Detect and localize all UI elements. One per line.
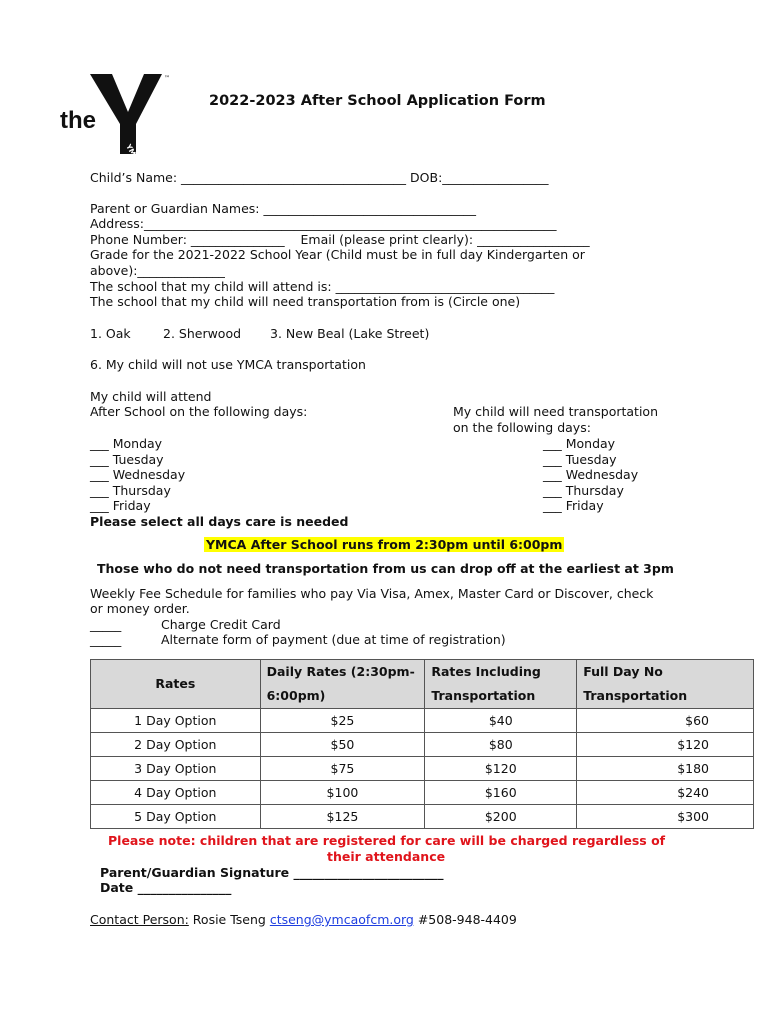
full-day-rate-cell: $300 — [577, 805, 754, 829]
transport-rate-cell: $80 — [425, 733, 577, 757]
full-day-rate-cell: $180 — [577, 757, 754, 781]
transport-rate-cell: $40 — [425, 709, 577, 733]
transport-heading-1: My child will need transportation — [453, 404, 658, 419]
parent-names-field[interactable]: Parent or Guardian Names: __________________________________ — [90, 201, 476, 216]
please-note-line-2: their attendance — [327, 849, 446, 864]
alternate-payment-option: Alternate form of payment (due at time of registration) — [161, 632, 506, 647]
attend-heading-2: After School on the following days: — [90, 404, 308, 419]
contact-label: Contact Person: — [90, 912, 189, 927]
table-row — [91, 709, 754, 733]
transport-day-friday[interactable]: ___ Friday — [543, 498, 604, 513]
logo-ymca-text: YMCA — [124, 143, 143, 157]
daily-rate-cell: $50 — [260, 733, 425, 757]
logo-the-text: the — [60, 107, 96, 134]
attend-day-monday[interactable]: ___ Monday — [90, 436, 163, 451]
full-day-rate-cell: $240 — [577, 781, 754, 805]
ymca-logo — [60, 72, 175, 157]
address-field[interactable]: Address:__________________________________________________________________ — [90, 216, 557, 231]
child-name-field[interactable]: Child’s Name: ____________________________________ DOB:_________________ — [90, 170, 549, 185]
row-label: 3 Day Option — [91, 757, 261, 781]
credit-card-blank[interactable]: _____ — [90, 617, 122, 632]
transport-rate-cell: $160 — [425, 781, 577, 805]
full-day-rate-cell: $60 — [577, 709, 754, 733]
table-row — [91, 757, 754, 781]
page-title: 2022-2023 After School Application Form — [209, 93, 546, 109]
contact-email-link[interactable]: ctseng@ymcaofcm.org — [269, 912, 414, 927]
header-rates-incl-transport: Rates Including Transportation — [425, 660, 577, 709]
transport-day-monday[interactable]: ___ Monday — [543, 436, 616, 451]
phone-email-field[interactable]: Phone Number: _______________ Email (please print clearly): __________________ — [90, 232, 590, 247]
row-label: 4 Day Option — [91, 781, 261, 805]
transport-day-wednesday[interactable]: ___ Wednesday — [543, 467, 639, 482]
alternate-payment-blank[interactable]: _____ — [90, 632, 122, 647]
select-all-note: Please select all days care is needed — [90, 514, 349, 529]
contact-line — [90, 912, 517, 928]
row-label: 1 Day Option — [91, 709, 261, 733]
school-option-oak[interactable]: 1. Oak — [90, 326, 131, 341]
fee-text-1: Weekly Fee Schedule for families who pay Via Visa, Amex, Master Card or Discover, check — [90, 586, 654, 601]
attend-heading-1: My child will attend — [90, 389, 212, 404]
daily-rate-cell: $125 — [260, 805, 425, 829]
transport-rate-cell: $200 — [425, 805, 577, 829]
school-attend-field[interactable]: The school that my child will attend is: ___________________________________ — [90, 279, 555, 294]
credit-card-option: Charge Credit Card — [161, 617, 281, 632]
grade-field[interactable]: above):______________ — [90, 263, 225, 278]
school-option-sherwood[interactable]: 2. Sherwood — [163, 326, 242, 341]
row-label: 5 Day Option — [91, 805, 261, 829]
rates-table — [90, 659, 754, 829]
rates-header-row — [91, 660, 754, 709]
attend-day-wednesday[interactable]: ___ Wednesday — [90, 467, 186, 482]
row-label: 2 Day Option — [91, 733, 261, 757]
transport-rate-cell: $120 — [425, 757, 577, 781]
transport-day-thursday[interactable]: ___ Thursday — [543, 483, 624, 498]
contact-phone: #508-948-4409 — [413, 912, 517, 927]
ymca-y-mark — [90, 74, 162, 154]
school-option-new-beal[interactable]: 3. New Beal (Lake Street) — [270, 326, 430, 341]
grade-label: Grade for the 2021-2022 School Year (Child must be in full day Kindergarten or — [90, 247, 585, 262]
transport-day-tuesday[interactable]: ___ Tuesday — [543, 452, 617, 467]
contact-name: Rosie Tseng — [188, 912, 270, 927]
table-row — [91, 781, 754, 805]
attend-day-tuesday[interactable]: ___ Tuesday — [90, 452, 164, 467]
date-field[interactable]: Date _______________ — [100, 880, 232, 895]
daily-rate-cell: $100 — [260, 781, 425, 805]
full-day-rate-cell: $120 — [577, 733, 754, 757]
header-full-day: Full Day No Transportation — [577, 660, 754, 709]
transport-heading-2: on the following days: — [453, 420, 591, 435]
no-transport-option[interactable]: 6. My child will not use YMCA transportation — [90, 357, 366, 372]
hours-note-text: YMCA After School runs from 2:30pm until 6:00pm — [206, 537, 563, 552]
daily-rate-cell: $25 — [260, 709, 425, 733]
attend-day-thursday[interactable]: ___ Thursday — [90, 483, 171, 498]
header-daily-rates: Daily Rates (2:30pm- 6:00pm) — [260, 660, 425, 709]
fee-text-2: or money order. — [90, 601, 190, 616]
logo-tm: ™ — [164, 75, 170, 82]
table-row — [91, 805, 754, 829]
please-note-line-1: Please note: children that are registered for care will be charged regardless of — [108, 833, 666, 848]
hours-note — [204, 537, 564, 553]
school-transport-label: The school that my child will need transportation from is (Circle one) — [90, 294, 521, 309]
dropoff-note: Those who do not need transportation from us can drop off at the earliest at 3pm — [97, 561, 674, 576]
header-rates: Rates — [91, 660, 261, 709]
table-row — [91, 733, 754, 757]
attend-day-friday[interactable]: ___ Friday — [90, 498, 151, 513]
daily-rate-cell: $75 — [260, 757, 425, 781]
signature-field[interactable]: Parent/Guardian Signature ________________________ — [100, 865, 444, 880]
